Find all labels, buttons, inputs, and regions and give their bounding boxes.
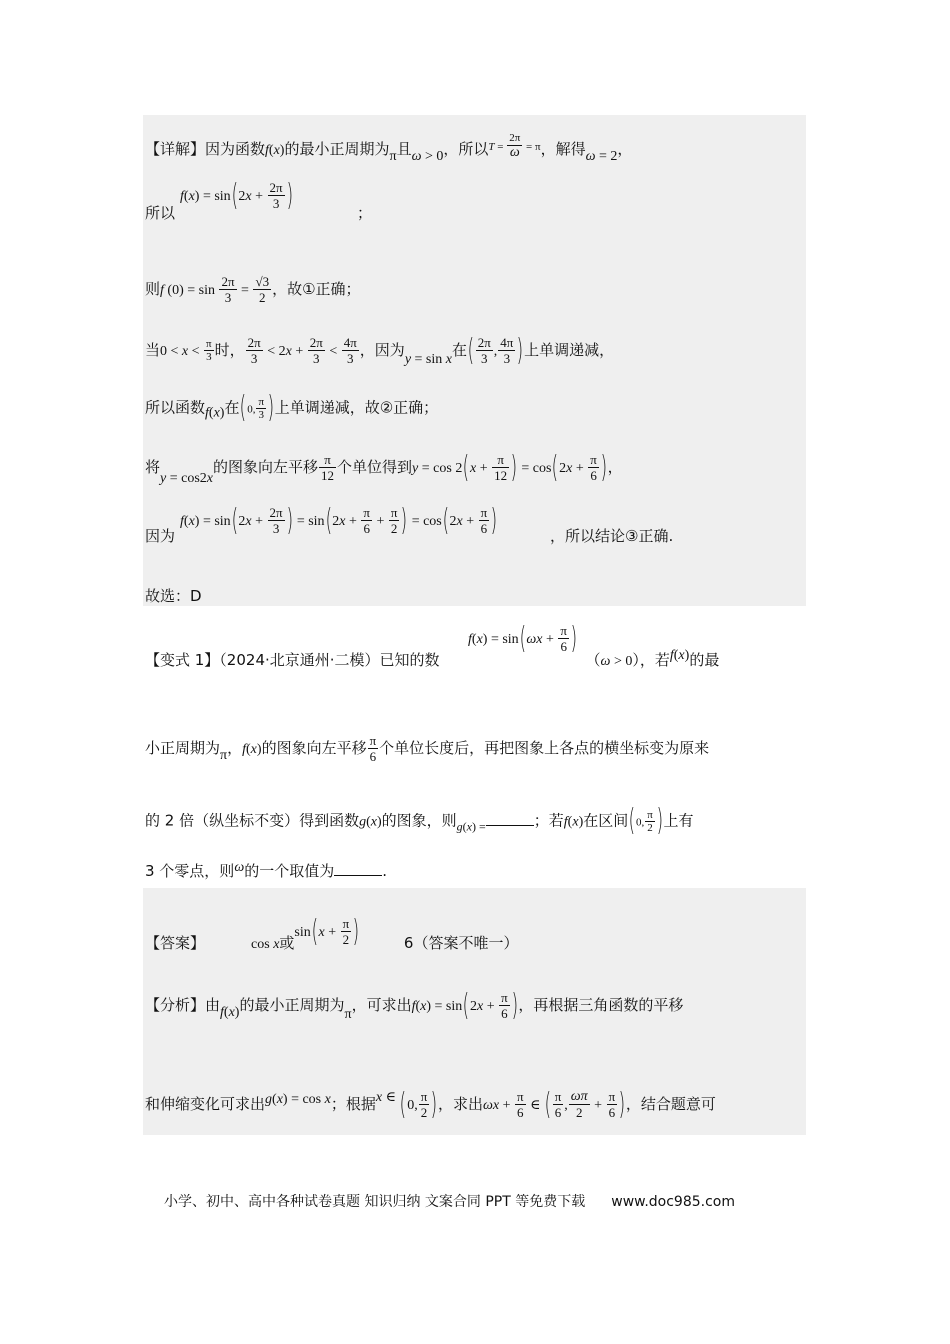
variant-line-2: 小正周期为π，f(x)的图象向左平移 $\frac{\pi}{6}$ 个单位长度后，再把图象上各点的横坐标变为原来	[145, 733, 710, 764]
detail-line-1: 【详解】因为函数f(x)的最小正周期为π且ω > 0，所以$^T$ = $\frac{2\pi}{\omega}$ $^{= \pi}$，解得ω = 2，	[145, 132, 633, 164]
footer-text: 小学、初中、高中各种试卷真题 知识归纳 文案合同 PPT 等免费下载	[164, 1194, 586, 1210]
variant-line-1-formula: f(x) = sin(ωx + $\frac{\pi}{6}$ )	[468, 620, 578, 656]
math-pi: π	[389, 149, 397, 164]
math-period-eq: T	[488, 141, 495, 153]
math-fx: f	[265, 143, 269, 158]
detail-line-6: 将y = cos2x的图象向左平移 $\frac{\pi}{12}$ 个单位得到y = cos 2(x + $\frac{\pi}{12}$ ) = cos(2x + $\frac{\pi}{6}$ )，	[145, 449, 623, 486]
analysis-line-1: 【分析】由f(x)的最小正周期为π，可求出f(x) = sin(2x + $\frac{\pi}{6}$ )，再根据三角函数的平移	[145, 987, 684, 1023]
page-footer	[164, 1191, 735, 1211]
detail-line-8: 故选：D	[145, 587, 202, 605]
detail-line-4: 当0 < x < $\frac{\pi}{3}$ 时， $\frac{2\pi}{3}$ < 2x + $\frac{2\pi}{3}$ < $\frac{4\pi}{3}$ ，因为y = sin x在( $\frac{2\pi}{3}$ , $\frac{4\pi}{3}$ )上单调递减，	[145, 332, 615, 368]
footer-website: www.doc985.com	[611, 1194, 735, 1210]
detail-line-3: 则f (0) = sin $\frac{2\pi}{3}$ = $\frac{√3}{2}$ ，故①正确；	[145, 274, 361, 305]
detail-line-7: 因为 ，所以结论③正确.	[145, 527, 674, 545]
detail-line-2: 所以 ；	[145, 204, 373, 222]
answer-blank-2	[334, 861, 382, 876]
answer-line: 【答案】 cos x或sin(x + $\frac{\pi}{2}$ ) 6（答案不唯一）	[145, 913, 519, 952]
detail-line-7-formula: f(x) = sin(2x + $\frac{2\pi}{3}$ ) = sin(2x + $\frac{\pi}{6}$ + $\frac{\pi}{2}$ ) = cos(2x + $\frac{\pi}{6}$ )	[180, 502, 498, 538]
math-omega-eq-2: ω	[585, 149, 596, 164]
detail-line-2-formula: f(x) = sin(2x + $\frac{2\pi}{3}$ )	[180, 177, 293, 213]
variant-line-4: 3 个零点，则ω的一个取值为 .	[145, 860, 387, 880]
answer-blank-1	[486, 811, 534, 826]
detail-line-5: 所以函数f(x)在(0, $\frac{\pi}{3}$ )上单调递减，故②正确；	[145, 390, 439, 425]
variant-line-3: 的 2 倍（纵坐标不变）得到函数g(x)的图象，则$_{g(x) =}$ ；若f(x)在区间(0, $\frac{\pi}{2}$ )上有	[145, 803, 694, 838]
analysis-line-2: 和伸缩变化可求出g(x) = cos x；根据x ∈ (0, $\frac{\pi}{2}$ )，求出ωx + $\frac{\pi}{6}$ ∈ ( $\frac{\pi}{6}$ , $\frac{\omega\pi}{2}$ + $\frac{\pi}{6}$ )，结合题意可	[145, 1086, 716, 1122]
math-omega-positive: ω	[411, 149, 422, 164]
variant-line-1: 【变式 1】（2024·北京通州·二模）已知的数 （ω > 0），若f(x)的最	[145, 648, 720, 669]
